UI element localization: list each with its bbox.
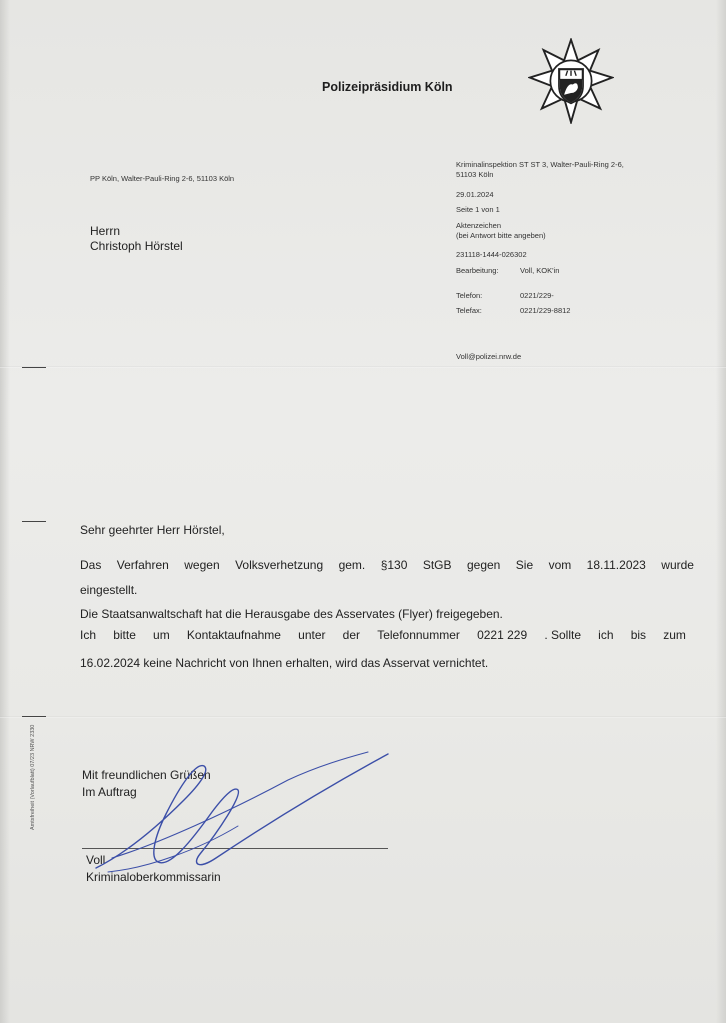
recipient-salutation: Herrn <box>90 224 121 238</box>
letter-date: 29.01.2024 <box>456 190 494 199</box>
word: wegen <box>184 558 220 572</box>
word: um <box>153 628 170 642</box>
paper-fold-upper <box>0 366 726 368</box>
department-line-1: Kriminalinspektion ST ST 3, Walter-Pauli-Ring 2-6, <box>456 160 624 169</box>
word: zum <box>663 628 686 642</box>
closing-on-behalf: Im Auftrag <box>82 785 137 799</box>
word: Telefonnummer <box>377 628 460 642</box>
word: bitte <box>113 628 136 642</box>
handler-value: Voll, KOK'in <box>520 266 560 275</box>
sender-address-line: PP Köln, Walter-Pauli-Ring 2-6, 51103 Köln <box>90 174 235 183</box>
word: Ich <box>80 628 97 642</box>
word: der <box>342 628 361 642</box>
closing-regards: Mit freundlichen Grüßen <box>82 768 211 782</box>
word: . Sollte <box>544 628 581 642</box>
word: Sie <box>515 558 534 572</box>
word: StGB <box>422 558 452 572</box>
word: ich <box>598 628 614 642</box>
department-line-2: 51103 Köln <box>456 170 494 179</box>
paper-edge-right <box>716 0 726 1023</box>
form-code-vertical: Amtsfreiheit (Vorlaufblatt) 07/23 NRW 2330 <box>30 724 36 830</box>
reference-label: Aktenzeichen <box>456 221 502 230</box>
reference-number: 231118-1444-026302 <box>456 250 527 259</box>
signer-title: Kriminaloberkommissarin <box>86 870 221 884</box>
paragraph-3-line-1 <box>80 628 686 642</box>
phone-label: Telefon: <box>456 291 483 300</box>
word: unter <box>298 628 326 642</box>
word: Verfahren <box>116 558 169 572</box>
handwritten-signature <box>88 740 408 890</box>
word: Das <box>80 558 102 572</box>
paper-edge-left <box>0 0 10 1023</box>
email-address: Voll@polizei.nrw.de <box>456 352 522 361</box>
word: §130 <box>380 558 408 572</box>
handler-label: Bearbeitung: <box>456 266 499 275</box>
word: gegen <box>466 558 501 572</box>
word: Volksverhetzung <box>235 558 324 572</box>
authority-title: Polizeipräsidium Köln <box>322 80 453 94</box>
paragraph-1-line-1 <box>80 558 694 572</box>
signer-name: Voll <box>86 853 106 867</box>
punch-mark <box>22 521 46 522</box>
paragraph-1-line-2: eingestellt. <box>80 583 138 597</box>
phone-value: 0221/229- <box>520 291 554 300</box>
fold-mark-top <box>22 367 46 368</box>
fax-label: Telefax: <box>456 306 482 315</box>
letter-greeting: Sehr geehrter Herr Hörstel, <box>80 523 225 537</box>
word: bis <box>630 628 647 642</box>
paragraph-2: Die Staatsanwaltschaft hat die Herausgabe des Asservates (Flyer) freigegeben. <box>80 607 503 621</box>
paragraph-3-line-2: 16.02.2024 keine Nachricht von Ihnen erhalten, wird das Asservat vernichtet. <box>80 656 489 670</box>
word: 18.11.2023 <box>586 558 646 572</box>
page-count: Seite 1 von 1 <box>456 205 500 214</box>
paper-fold-lower <box>0 716 726 718</box>
word: gem. <box>338 558 366 572</box>
fold-mark-bottom <box>22 716 46 717</box>
fax-value: 0221/229-8812 <box>520 306 571 315</box>
word: 0221 229 <box>477 628 528 642</box>
word: wurde <box>661 558 694 572</box>
recipient-name: Christoph Hörstel <box>90 239 183 253</box>
police-star-emblem-icon <box>528 38 614 124</box>
word: Kontaktaufnahme <box>186 628 281 642</box>
word: vom <box>548 558 572 572</box>
reference-hint: (bei Antwort bitte angeben) <box>456 231 546 240</box>
